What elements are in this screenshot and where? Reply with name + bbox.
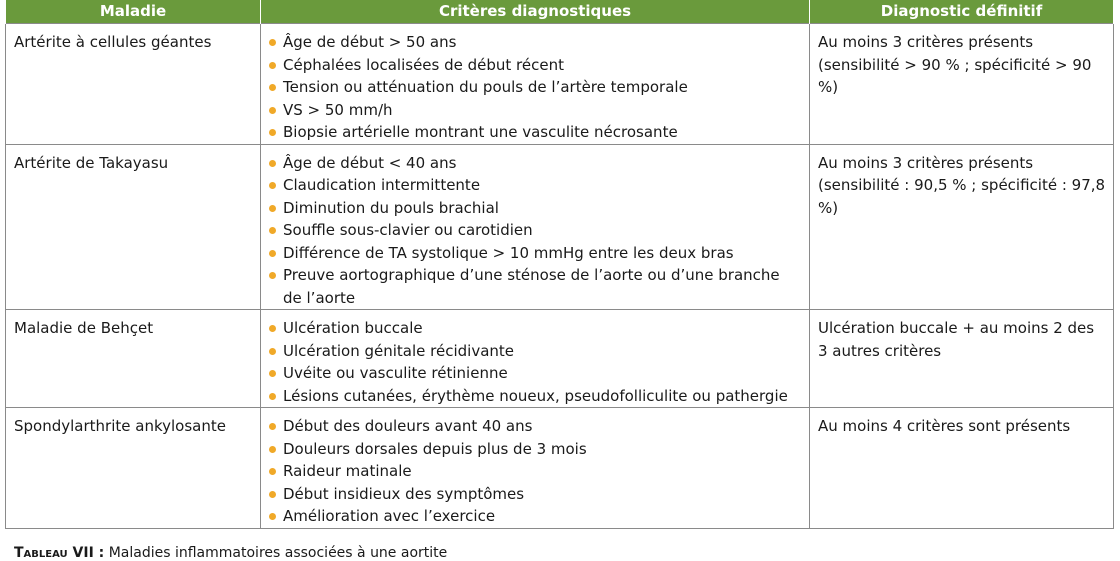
bullet-icon bbox=[269, 39, 276, 46]
criteria-cell bbox=[261, 24, 810, 145]
criteria-list bbox=[269, 415, 803, 528]
bullet-icon bbox=[269, 205, 276, 212]
diagnosis-cell: Au moins 3 critères présents (sensibilité > 90 % ; spécificité > 90 %) bbox=[810, 24, 1114, 145]
criteria-item: Claudication intermittente bbox=[269, 174, 803, 197]
bullet-icon bbox=[269, 491, 276, 498]
criteria-item: Tension ou atténuation du pouls de l’artère temporale bbox=[269, 76, 803, 99]
disease-cell: Maladie de Behçet bbox=[6, 310, 261, 408]
diagnosis-cell: Au moins 4 critères sont présents bbox=[810, 408, 1114, 529]
table-row bbox=[6, 144, 1114, 310]
disease-cell: Artérite de Takayasu bbox=[6, 144, 261, 310]
criteria-item: Céphalées localisées de début récent bbox=[269, 54, 803, 77]
bullet-icon bbox=[269, 325, 276, 332]
bullet-icon bbox=[269, 423, 276, 430]
bullet-icon bbox=[269, 84, 276, 91]
criteria-item: Biopsie artérielle montrant une vasculite nécrosante bbox=[269, 121, 803, 144]
bullet-icon bbox=[269, 160, 276, 167]
criteria-item: Raideur matinale bbox=[269, 460, 803, 483]
criteria-cell bbox=[261, 144, 810, 310]
bullet-icon bbox=[269, 468, 276, 475]
criteria-item: Différence de TA systolique > 10 mmHg entre les deux bras bbox=[269, 242, 803, 265]
criteria-item: Douleurs dorsales depuis plus de 3 mois bbox=[269, 438, 803, 461]
bullet-icon bbox=[269, 107, 276, 114]
criteria-cell bbox=[261, 408, 810, 529]
table-caption bbox=[14, 545, 447, 561]
table-row bbox=[6, 408, 1114, 529]
bullet-icon bbox=[269, 129, 276, 136]
table-header-row bbox=[6, 0, 1114, 24]
criteria-item: VS > 50 mm/h bbox=[269, 99, 803, 122]
table-row bbox=[6, 24, 1114, 145]
criteria-item: Ulcération génitale récidivante bbox=[269, 340, 803, 363]
bullet-icon bbox=[269, 348, 276, 355]
bullet-icon bbox=[269, 513, 276, 520]
criteria-item: Uvéite ou vasculite rétinienne bbox=[269, 362, 803, 385]
criteria-item: Amélioration avec l’exercice bbox=[269, 505, 803, 528]
caption-label: Tableau VII : bbox=[14, 545, 105, 561]
header-disease: Maladie bbox=[6, 0, 261, 24]
bullet-icon bbox=[269, 250, 276, 257]
bullet-icon bbox=[269, 182, 276, 189]
criteria-item: Début insidieux des symptômes bbox=[269, 483, 803, 506]
criteria-item: Diminution du pouls brachial bbox=[269, 197, 803, 220]
criteria-cell bbox=[261, 310, 810, 408]
criteria-item: Souffle sous-clavier ou carotidien bbox=[269, 219, 803, 242]
criteria-item: Lésions cutanées, érythème noueux, pseudofolliculite ou pathergie bbox=[269, 385, 803, 408]
disease-cell: Artérite à cellules géantes bbox=[6, 24, 261, 145]
criteria-item: Ulcération buccale bbox=[269, 317, 803, 340]
criteria-item: Début des douleurs avant 40 ans bbox=[269, 415, 803, 438]
criteria-list bbox=[269, 152, 803, 310]
caption-text: Maladies inflammatoires associées à une aortite bbox=[108, 545, 448, 561]
header-diagnosis: Diagnostic définitif bbox=[810, 0, 1114, 24]
bullet-icon bbox=[269, 393, 276, 400]
bullet-icon bbox=[269, 272, 276, 279]
bullet-icon bbox=[269, 227, 276, 234]
criteria-item: Âge de début > 50 ans bbox=[269, 31, 803, 54]
diagnostic-criteria-table bbox=[5, 0, 1114, 529]
criteria-item: Âge de début < 40 ans bbox=[269, 152, 803, 175]
table-row bbox=[6, 310, 1114, 408]
bullet-icon bbox=[269, 62, 276, 69]
bullet-icon bbox=[269, 446, 276, 453]
diagnosis-cell: Ulcération buccale + au moins 2 des 3 autres critères bbox=[810, 310, 1114, 408]
header-criteria: Critères diagnostiques bbox=[261, 0, 810, 24]
criteria-list bbox=[269, 31, 803, 144]
bullet-icon bbox=[269, 370, 276, 377]
criteria-list bbox=[269, 317, 803, 407]
diagnosis-cell: Au moins 3 critères présents (sensibilité : 90,5 % ; spécificité : 97,8 %) bbox=[810, 144, 1114, 310]
disease-cell: Spondylarthrite ankylosante bbox=[6, 408, 261, 529]
criteria-item: Preuve aortographique d’une sténose de l’aorte ou d’une branche de l’aorte bbox=[269, 264, 803, 309]
